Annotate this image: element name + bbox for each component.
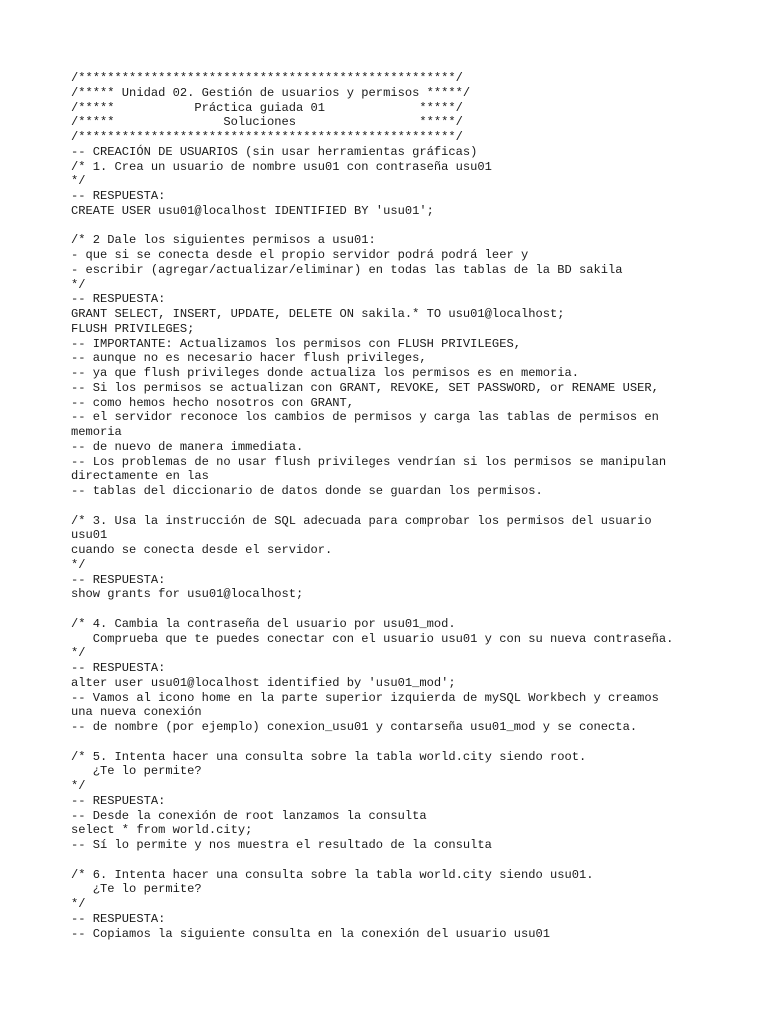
document-line: -- tablas del diccionario de datos donde se guardan los permisos. (71, 484, 543, 498)
document-line: -- de nombre (por ejemplo) conexion_usu01 y contarseña usu01_mod y se conecta. (71, 720, 638, 734)
document-line: - que si se conecta desde el propio servidor podrá podrá leer y (71, 248, 529, 262)
document-line (71, 219, 751, 234)
document-line: -- Los problemas de no usar flush privileges vendrían si los permisos se manipulan (71, 454, 667, 469)
document-line: una nueva conexión (71, 705, 202, 720)
document-line: */ (71, 779, 86, 793)
document-line: -- Copiamos la siguiente consulta en la conexión del usuario usu01 (71, 926, 550, 941)
document-line: cuando se conecta desde el servidor. (71, 543, 333, 557)
document-line (71, 735, 751, 750)
document-line: CREATE USER usu01@localhost IDENTIFIED BY 'usu01'; (71, 203, 434, 218)
document-line: memoria (71, 425, 122, 439)
document-line: -- RESPUESTA: (71, 793, 166, 808)
document-line: /* 4. Cambia la contraseña del usuario por usu01_mod. (71, 616, 456, 631)
document-line: ¿Te lo permite? (71, 764, 202, 779)
document-line: show grants for usu01@localhost; (71, 587, 304, 602)
document-line: GRANT SELECT, INSERT, UPDATE, DELETE ON sakila.* TO usu01@localhost; (71, 307, 565, 321)
document-line: alter user usu01@localhost identified by 'usu01_mod'; (71, 675, 456, 690)
document-line: /* 1. Crea un usuario de nombre usu01 con contraseña usu01 (71, 159, 492, 174)
document-line (71, 499, 751, 514)
document-line: */ (71, 646, 86, 661)
document-line (71, 853, 751, 868)
document-line: directamente en las (71, 469, 209, 484)
document-line: -- como hemos hecho nosotros con GRANT, (71, 395, 355, 410)
document-line: -- ya que flush privileges donde actualiza los permisos es en memoria. (71, 366, 580, 380)
document-line: -- Vamos al icono home en la parte superior izquierda de mySQL Workbech y creamos (71, 690, 659, 705)
document-line: /* 3. Usa la instrucción de SQL adecuada para comprobar los permisos del usuario (71, 513, 652, 528)
document-line: */ (71, 897, 86, 911)
document-line: -- Sí lo permite y nos muestra el resultado de la consulta (71, 838, 492, 852)
document-line: -- RESPUESTA: (71, 292, 166, 307)
document-line: */ (71, 174, 86, 189)
document-line: -- Si los permisos se actualizan con GRANT, REVOKE, SET PASSWORD, or RENAME USER, (71, 380, 659, 395)
document-line: -- RESPUESTA: (71, 911, 166, 926)
document-line (71, 602, 751, 617)
document-line: -- IMPORTANTE: Actualizamos los permisos con FLUSH PRIVILEGES, (71, 336, 521, 351)
document-line: -- RESPUESTA: (71, 572, 166, 587)
document-line: /* 5. Intenta hacer una consulta sobre la tabla world.city siendo root. (71, 749, 587, 764)
document-line: -- aunque no es necesario hacer flush privileges, (71, 351, 427, 366)
document-line: /* 2 Dale los siguientes permisos a usu01: (71, 233, 376, 248)
document-line: -- Desde la conexión de root lanzamos la consulta (71, 808, 427, 823)
document-line: /***** Práctica guiada 01 *****/ (71, 100, 463, 115)
document-line: -- el servidor reconoce los cambios de permisos y carga las tablas de permisos en (71, 410, 659, 425)
document-line: -- RESPUESTA: (71, 661, 166, 675)
document-line: /****************************************************/ (71, 130, 463, 144)
document-line: /***** Unidad 02. Gestión de usuarios y permisos *****/ (71, 85, 471, 100)
document-line: - escribir (agregar/actualizar/eliminar) en todas las tablas de la BD sakila (71, 262, 623, 277)
document-line: /****************************************************/ (71, 71, 463, 85)
document-line: ¿Te lo permite? (71, 882, 202, 897)
document-line: -- CREACIÓN DE USUARIOS (sin usar herramientas gráficas) (71, 144, 478, 159)
document-line: /***** Soluciones *****/ (71, 115, 463, 130)
document-line: */ (71, 277, 86, 292)
document-page (71, 71, 751, 941)
document-line: select * from world.city; (71, 823, 253, 838)
document-line: -- de nuevo de manera immediata. (71, 439, 304, 454)
document-line: usu01 (71, 528, 108, 543)
document-line: FLUSH PRIVILEGES; (71, 321, 195, 336)
document-line: */ (71, 557, 86, 572)
document-line: /* 6. Intenta hacer una consulta sobre la tabla world.city siendo usu01. (71, 867, 594, 882)
document-line: -- RESPUESTA: (71, 189, 166, 203)
document-line: Comprueba que te puedes conectar con el usuario usu01 y con su nueva contraseña. (71, 631, 674, 646)
